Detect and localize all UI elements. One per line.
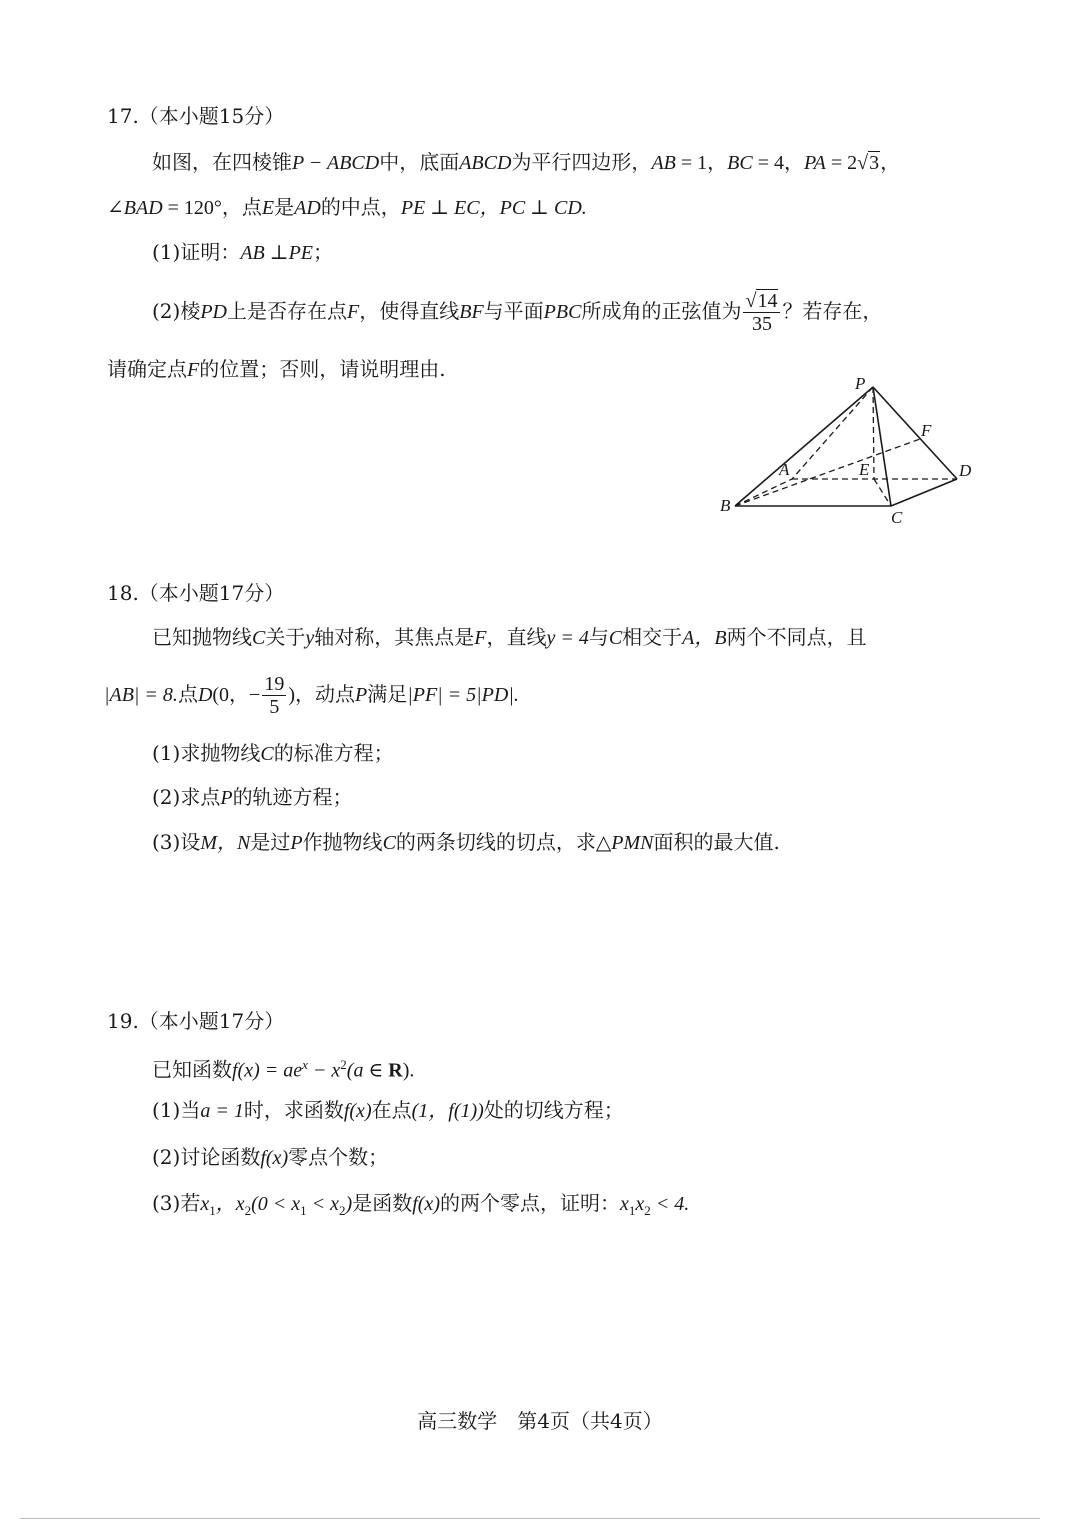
problem-17-statement-line-2: ∠BAD = 120°，点E是AD的中点，PE ⊥ EC，PC ⊥ CD. [107, 195, 587, 219]
problem-18-header: 18.（本小题17分） [107, 581, 285, 605]
problem-18-statement-line-1: 已知抛物线C关于y轴对称，其焦点是F，直线y = 4与C相交于A，B两个不同点，且 [152, 625, 867, 649]
problem-19-header: 19.（本小题17分） [107, 1009, 285, 1033]
label-A: A [779, 460, 790, 479]
label-C: C [891, 508, 903, 525]
label-B: B [720, 496, 731, 515]
edge-AB [735, 479, 792, 506]
label-F: F [921, 421, 932, 440]
problem-17-question-1: (1)证明：AB ⊥PE； [152, 240, 334, 264]
edge-CD [891, 479, 957, 506]
problem-19-question-2: (2)讨论函数f(x)零点个数； [152, 1145, 389, 1169]
bottom-divider [20, 1518, 1040, 1519]
label-E: E [859, 460, 870, 479]
label-D: D [959, 461, 972, 480]
fraction-19-over-5: $\frac{19}{5}$ [264, 673, 285, 718]
edge-PB [735, 387, 873, 506]
edge-PE [873, 387, 874, 479]
problem-17-question-2-cont: 请确定点F的位置；否则，请说明理由. [107, 357, 446, 381]
problem-18-statement-line-2: |AB| = 8.点D(0，− $\frac{19}{5}$ )，动点P满足|PF| = 5|PD|. [104, 673, 519, 718]
page-footer: 高三数学 第4页（共4页） [417, 1409, 663, 1433]
problem-18-question-3: (3)设M，N是过P作抛物线C的两条切线的切点，求△PMN面积的最大值. [152, 830, 780, 854]
problem-18-question-2: (2)求点P的轨迹方程； [152, 785, 353, 809]
fraction-sqrt14-over-35: $\frac{√14}{35}$ [743, 290, 780, 335]
problem-17-header: 17.（本小题15分） [107, 104, 285, 128]
problem-19-statement: 已知函数$f(x) = ae^x - x^2(a$ ∈ R). [152, 1057, 415, 1082]
problem-18-question-1: (1)求抛物线C的标准方程； [152, 741, 394, 765]
problem-17-statement-line-1: 如图，在四棱锥P − ABCD中，底面ABCD为平行四边形，AB = 1，BC = 4，PA = 2√3， [152, 150, 901, 174]
problem-19-question-3: (3)若$x_1$，$x_2(0 < x_1 < x_2)$是函数f(x)的两个零点，证明：$x_1x_2 < 4$. [152, 1191, 690, 1218]
problem-17-question-2: (2)棱PD上是否存在点F，使得直线BF与平面PBC所成角的正弦值为 $\frac{√14}{35}$ ？若存在， [152, 290, 883, 335]
pyramid-diagram [715, 375, 985, 525]
edge-BF [735, 439, 920, 506]
problem-19-question-1: (1)当a = 1时，求函数f(x)在点(1，f(1))处的切线方程； [152, 1098, 624, 1122]
label-P: P [855, 375, 866, 393]
